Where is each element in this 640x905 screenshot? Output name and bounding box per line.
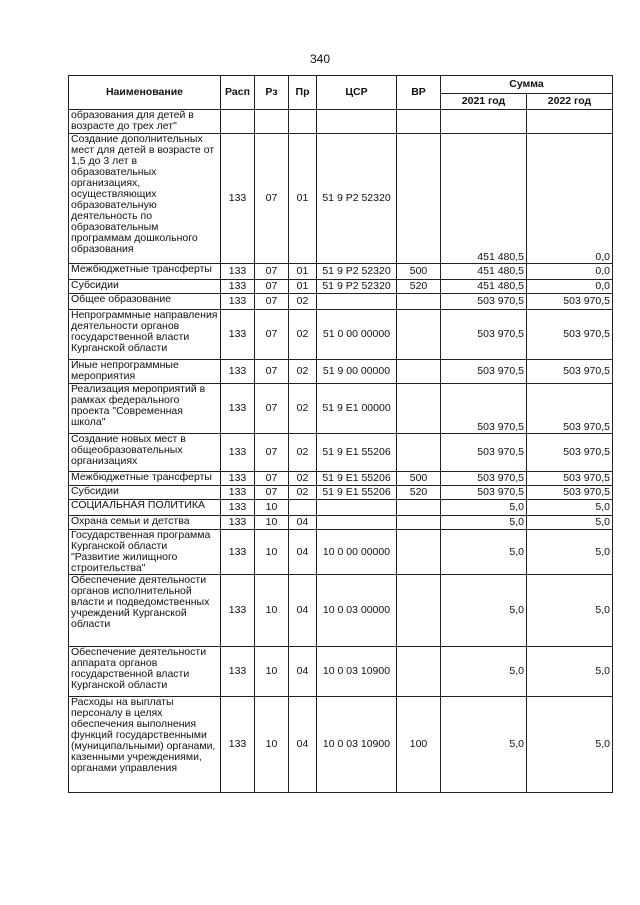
cell-sum-2022: 503 970,5 xyxy=(527,310,613,360)
cell-sum-2022: 0,0 xyxy=(527,280,613,294)
cell-sum-2021: 451 480,5 xyxy=(441,264,527,280)
cell-csr: 51 9 E1 55206 xyxy=(317,486,397,500)
cell-sum-2021: 503 970,5 xyxy=(441,310,527,360)
cell-vr xyxy=(397,294,441,310)
cell-sum-2021: 5,0 xyxy=(441,647,527,697)
cell-vr xyxy=(397,360,441,384)
cell-name: Государственная программа Курганской области "Развитие жилищного строительства" xyxy=(69,530,221,575)
cell-pr: 02 xyxy=(289,310,317,360)
cell-rasp: 133 xyxy=(221,486,255,500)
cell-sum-2021: 503 970,5 xyxy=(441,472,527,486)
cell-rz: 10 xyxy=(255,647,289,697)
table-row xyxy=(69,310,613,360)
table-row xyxy=(69,384,613,434)
cell-pr: 02 xyxy=(289,434,317,472)
cell-sum-2021: 451 480,5 xyxy=(441,280,527,294)
cell-sum-2022: 0,0 xyxy=(527,264,613,280)
cell-csr: 10 0 03 10900 xyxy=(317,697,397,793)
cell-sum-2022: 5,0 xyxy=(527,530,613,575)
cell-pr: 02 xyxy=(289,294,317,310)
cell-csr xyxy=(317,500,397,516)
cell-sum-2022: 503 970,5 xyxy=(527,486,613,500)
cell-sum-2021: 5,0 xyxy=(441,530,527,575)
cell-name: Обеспечение деятельности аппарата органов государственной власти Курганской области xyxy=(69,647,221,697)
cell-rasp: 133 xyxy=(221,310,255,360)
cell-name: Межбюджетные трансферты xyxy=(69,472,221,486)
cell-csr: 10 0 03 00000 xyxy=(317,575,397,647)
table-row xyxy=(69,697,613,793)
cell-sum-2022: 503 970,5 xyxy=(527,360,613,384)
header-year-2021: 2021 год xyxy=(441,94,527,110)
cell-rasp: 133 xyxy=(221,360,255,384)
table-row xyxy=(69,360,613,384)
cell-csr: 51 9 00 00000 xyxy=(317,360,397,384)
cell-rz: 07 xyxy=(255,264,289,280)
cell-pr xyxy=(289,110,317,134)
cell-vr: 520 xyxy=(397,486,441,500)
cell-rasp: 133 xyxy=(221,575,255,647)
cell-rz xyxy=(255,110,289,134)
cell-rz: 07 xyxy=(255,360,289,384)
cell-name: Межбюджетные трансферты xyxy=(69,264,221,280)
cell-csr: 10 0 00 00000 xyxy=(317,530,397,575)
cell-vr xyxy=(397,500,441,516)
cell-pr: 01 xyxy=(289,134,317,264)
cell-csr: 51 9 E1 00000 xyxy=(317,384,397,434)
cell-sum-2021: 503 970,5 xyxy=(441,384,527,434)
cell-name: Субсидии xyxy=(69,486,221,500)
table-row xyxy=(69,280,613,294)
cell-pr: 02 xyxy=(289,486,317,500)
cell-rasp xyxy=(221,110,255,134)
cell-sum-2021: 5,0 xyxy=(441,575,527,647)
cell-rz: 10 xyxy=(255,530,289,575)
cell-csr xyxy=(317,110,397,134)
cell-pr: 02 xyxy=(289,472,317,486)
header-name: Наименование xyxy=(69,76,221,110)
cell-sum-2022: 5,0 xyxy=(527,697,613,793)
cell-name: Иные непрограммные мероприятия xyxy=(69,360,221,384)
cell-rasp: 133 xyxy=(221,280,255,294)
cell-pr xyxy=(289,500,317,516)
cell-sum-2021: 503 970,5 xyxy=(441,294,527,310)
cell-rz: 07 xyxy=(255,434,289,472)
cell-csr: 51 9 E1 55206 xyxy=(317,434,397,472)
cell-vr: 100 xyxy=(397,697,441,793)
cell-csr: 51 9 P2 52320 xyxy=(317,134,397,264)
cell-name: образования для детей в возрасте до трех лет" xyxy=(69,110,221,134)
page-number: 340 xyxy=(309,52,331,66)
cell-vr: 500 xyxy=(397,472,441,486)
cell-sum-2021: 451 480,5 xyxy=(441,134,527,264)
cell-csr: 51 9 E1 55206 xyxy=(317,472,397,486)
cell-vr xyxy=(397,647,441,697)
cell-sum-2021: 5,0 xyxy=(441,516,527,530)
cell-pr: 04 xyxy=(289,647,317,697)
cell-rasp: 133 xyxy=(221,647,255,697)
cell-sum-2022: 5,0 xyxy=(527,647,613,697)
cell-rz: 07 xyxy=(255,280,289,294)
cell-pr: 02 xyxy=(289,384,317,434)
cell-pr: 04 xyxy=(289,575,317,647)
cell-sum-2022: 5,0 xyxy=(527,500,613,516)
cell-sum-2022: 503 970,5 xyxy=(527,434,613,472)
cell-rasp: 133 xyxy=(221,264,255,280)
table-row xyxy=(69,647,613,697)
cell-vr xyxy=(397,530,441,575)
cell-csr: 51 9 P2 52320 xyxy=(317,264,397,280)
cell-sum-2021 xyxy=(441,110,527,134)
cell-name: Охрана семьи и детства xyxy=(69,516,221,530)
header-rasp: Расп xyxy=(221,76,255,110)
cell-name: Создание дополнительных мест для детей в возрасте от 1,5 до 3 лет в образовательных организациях, осуществляющих образовательную деятельность по образовательным программам дошкольного образования xyxy=(69,134,221,264)
header-vr: ВР xyxy=(397,76,441,110)
cell-sum-2022: 5,0 xyxy=(527,575,613,647)
cell-sum-2022: 0,0 xyxy=(527,134,613,264)
cell-name: Обеспечение деятельности органов исполнительной власти и подведомственных учреждений Курганской области xyxy=(69,575,221,647)
cell-rz: 07 xyxy=(255,294,289,310)
header-sum: Сумма xyxy=(441,76,613,94)
cell-vr xyxy=(397,516,441,530)
cell-pr: 01 xyxy=(289,280,317,294)
table-row xyxy=(69,110,613,134)
cell-rasp: 133 xyxy=(221,472,255,486)
cell-rz: 07 xyxy=(255,384,289,434)
cell-csr: 51 9 P2 52320 xyxy=(317,280,397,294)
cell-rz: 10 xyxy=(255,500,289,516)
cell-name: Создание новых мест в общеобразовательных организациях xyxy=(69,434,221,472)
table-row xyxy=(69,486,613,500)
table-row xyxy=(69,434,613,472)
cell-vr xyxy=(397,575,441,647)
cell-sum-2021: 503 970,5 xyxy=(441,434,527,472)
cell-vr xyxy=(397,134,441,264)
cell-pr: 04 xyxy=(289,516,317,530)
table-row xyxy=(69,294,613,310)
cell-vr xyxy=(397,384,441,434)
cell-rasp: 133 xyxy=(221,530,255,575)
cell-sum-2022: 503 970,5 xyxy=(527,472,613,486)
cell-csr: 10 0 03 10900 xyxy=(317,647,397,697)
header-rz: Рз xyxy=(255,76,289,110)
table-body xyxy=(69,110,613,793)
cell-name: Реализация мероприятий в рамках федерального проекта "Современная школа" xyxy=(69,384,221,434)
cell-sum-2021: 5,0 xyxy=(441,697,527,793)
cell-sum-2022: 5,0 xyxy=(527,516,613,530)
table-row xyxy=(69,516,613,530)
table-row xyxy=(69,134,613,264)
header-pr: Пр xyxy=(289,76,317,110)
cell-rasp: 133 xyxy=(221,434,255,472)
table-row xyxy=(69,500,613,516)
cell-sum-2021: 503 970,5 xyxy=(441,360,527,384)
cell-rasp: 133 xyxy=(221,500,255,516)
cell-vr xyxy=(397,110,441,134)
cell-sum-2021: 503 970,5 xyxy=(441,486,527,500)
cell-name: Общее образование xyxy=(69,294,221,310)
cell-name: Расходы на выплаты персоналу в целях обеспечения выполнения функций государственными (муниципальными) органами, казенными учреждениями, органами управления xyxy=(69,697,221,793)
cell-vr: 520 xyxy=(397,280,441,294)
cell-name: Субсидии xyxy=(69,280,221,294)
cell-rz: 10 xyxy=(255,575,289,647)
cell-rasp: 133 xyxy=(221,516,255,530)
cell-csr xyxy=(317,516,397,530)
cell-rz: 10 xyxy=(255,697,289,793)
cell-pr: 02 xyxy=(289,360,317,384)
budget-table xyxy=(68,75,613,793)
cell-rz: 10 xyxy=(255,516,289,530)
cell-pr: 04 xyxy=(289,530,317,575)
cell-csr xyxy=(317,294,397,310)
header-year-2022: 2022 год xyxy=(527,94,613,110)
table-header xyxy=(69,76,613,110)
cell-rasp: 133 xyxy=(221,697,255,793)
header-csr: ЦСР xyxy=(317,76,397,110)
cell-sum-2021: 5,0 xyxy=(441,500,527,516)
cell-rasp: 133 xyxy=(221,294,255,310)
cell-sum-2022: 503 970,5 xyxy=(527,384,613,434)
cell-csr: 51 0 00 00000 xyxy=(317,310,397,360)
cell-sum-2022 xyxy=(527,110,613,134)
cell-rz: 07 xyxy=(255,472,289,486)
cell-rz: 07 xyxy=(255,310,289,360)
table-row xyxy=(69,472,613,486)
cell-pr: 04 xyxy=(289,697,317,793)
cell-name: Непрограммные направления деятельности органов государственной власти Курганской области xyxy=(69,310,221,360)
cell-vr xyxy=(397,434,441,472)
cell-rasp: 133 xyxy=(221,134,255,264)
cell-sum-2022: 503 970,5 xyxy=(527,294,613,310)
cell-rz: 07 xyxy=(255,486,289,500)
table-row xyxy=(69,264,613,280)
cell-name: СОЦИАЛЬНАЯ ПОЛИТИКА xyxy=(69,500,221,516)
cell-rz: 07 xyxy=(255,134,289,264)
table-row xyxy=(69,530,613,575)
cell-pr: 01 xyxy=(289,264,317,280)
cell-vr: 500 xyxy=(397,264,441,280)
table-row xyxy=(69,575,613,647)
cell-vr xyxy=(397,310,441,360)
cell-rasp: 133 xyxy=(221,384,255,434)
